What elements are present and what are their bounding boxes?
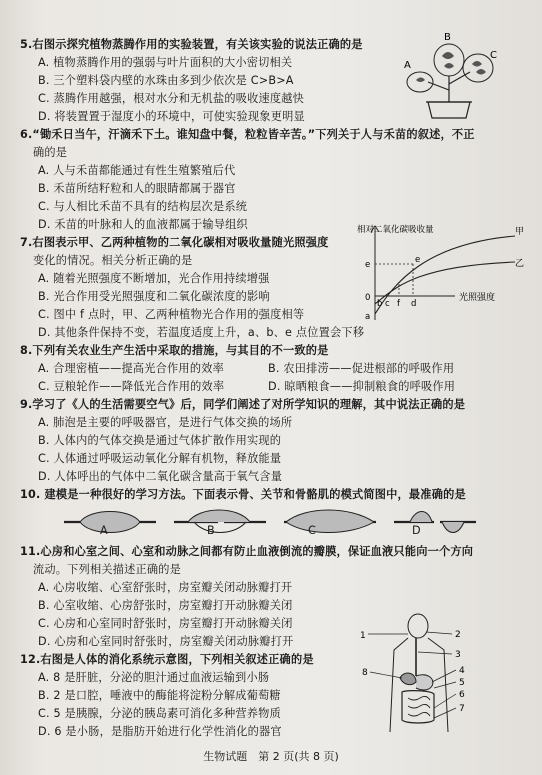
q8-option-a: A. 合理密植——提高光合作用的效率 bbox=[38, 362, 224, 375]
q6-option-d: D. 禾苗的叶脉和人的血液都属于输导组织 bbox=[38, 218, 248, 231]
q11-stem-line1: 11.心房和心室之间、心室和动脉之间都有防止血液倒流的瓣膜，保证血液只能向一个方向 bbox=[20, 545, 474, 558]
q7-option-a: A. 随着光照强度不断增加，光合作用持续增强 bbox=[38, 272, 270, 285]
digestive-label-4: 4 bbox=[459, 666, 465, 676]
q5-option-d: D. 将装置置于湿度小的环境中，可使实验现象更明显 bbox=[38, 110, 305, 123]
q10-label-b: B bbox=[207, 524, 215, 537]
chart-xlabel: 光照强度 bbox=[459, 293, 496, 303]
q7-option-d: D. 其他条件保持不变，若温度适度上升，a、b、e 点位置会下移 bbox=[38, 326, 365, 339]
series-jia-label: 甲 bbox=[515, 227, 525, 237]
digestive-label-6: 6 bbox=[459, 690, 465, 700]
q7-stem-line2: 变化的情况。相关分析正确的是 bbox=[33, 254, 193, 267]
q8-option-c: C. 豆粮轮作——降低光合作用的效率 bbox=[38, 380, 225, 393]
q12-option-d: D. 6 是小肠，是脂肪开始进行化学性消化的器官 bbox=[38, 725, 282, 738]
q6-option-b: B. 禾苗所结籽粒和人的眼睛都属于器官 bbox=[38, 182, 236, 195]
digestive-label-5: 5 bbox=[459, 678, 465, 688]
q11-option-b: B. 心室收缩、心房舒张时，房室瓣打开动脉瓣关闭 bbox=[38, 599, 293, 612]
chart-ylabel: 相对二氧化碳吸收量 bbox=[357, 225, 434, 235]
q5-option-c: C. 蒸腾作用越强，根对水分和无机盐的吸收速度越快 bbox=[38, 92, 305, 105]
q9-option-c: C. 人体通过呼吸运动氧化分解有机物，释放能量 bbox=[38, 452, 282, 465]
digestive-label-8: 8 bbox=[362, 668, 368, 678]
model-a bbox=[64, 512, 156, 533]
q9-option-a: A. 肺泡是主要的呼吸器官，是进行气体交换的场所 bbox=[38, 416, 293, 429]
point-c: c bbox=[385, 299, 390, 309]
q10-label-d: D bbox=[412, 524, 421, 537]
q9-option-b: B. 人体内的气体交换是通过气体扩散作用实现的 bbox=[38, 434, 282, 447]
q5-option-a: A. 植物蒸腾作用的强弱与叶片面积的大小密切相关 bbox=[38, 56, 293, 69]
q8-option-d: D. 晾晒粮食——抑制粮食的呼吸作用 bbox=[268, 380, 456, 393]
q6-option-c: C. 与人相比禾苗不具有的结构层次是系统 bbox=[38, 200, 248, 213]
point-f: f bbox=[397, 299, 400, 309]
q9-option-d: D. 人体呼出的气体中二氧化碳含量高于氧气含量 bbox=[38, 470, 283, 483]
co2-uptake-chart bbox=[355, 222, 530, 330]
q11-option-d: D. 心房和心室同时舒张时，房室瓣关闭动脉瓣打开 bbox=[38, 635, 294, 648]
series-yi-label: 乙 bbox=[515, 259, 525, 269]
model-d bbox=[394, 512, 476, 533]
q12-stem: 12.右图是人体的消化系统示意图，下列相关叙述正确的是 bbox=[20, 653, 314, 666]
q11-option-a: A. 心房收缩、心室舒张时，房室瓣关闭动脉瓣打开 bbox=[38, 581, 293, 594]
digestive-label-3: 3 bbox=[455, 650, 461, 660]
q6-option-a: A. 人与禾苗都能通过有性生殖繁殖后代 bbox=[38, 164, 236, 177]
chart-origin: 0 bbox=[365, 293, 371, 303]
q11-option-c: C. 心房和心室同时舒张时，房室瓣打开动脉瓣关闭 bbox=[38, 617, 293, 630]
q8-stem: 8.下列有关农业生产生活中采取的措施，与其目的不一致的是 bbox=[20, 344, 329, 357]
transpiration-plant-figure bbox=[398, 32, 498, 124]
q12-option-b: B. 2 是口腔，唾液中的酶能将淀粉分解成葡萄糖 bbox=[38, 689, 281, 702]
q7-option-b: B. 光合作用受光照强度和二氧化碳浓度的影响 bbox=[38, 290, 270, 303]
q7-option-c: C. 图中 f 点时，甲、乙两种植物光合作用的强度相等 bbox=[38, 308, 305, 321]
point-e: e bbox=[415, 255, 421, 265]
model-c bbox=[284, 510, 376, 533]
q5-stem: 5.右图示探究植物蒸腾作用的实验装置，有关该实验的说法正确的是 bbox=[20, 38, 363, 51]
q10-label-c: C bbox=[308, 524, 317, 537]
point-e-level: e bbox=[365, 260, 371, 270]
q6-stem-line1: 6.“锄禾日当午，汗滴禾下土。谁知盘中餐，粒粒皆辛苦。”下列关于人与禾苗的叙述，不正 bbox=[20, 128, 475, 141]
fig-label-a: A bbox=[404, 60, 411, 71]
q12-option-a: A. 8 是肝脏，分泌的胆汁通过血液运输到小肠 bbox=[38, 671, 270, 684]
digestive-label-7: 7 bbox=[459, 704, 465, 714]
q10-stem: 10. 建模是一种很好的学习方法。下面表示骨、关节和骨骼肌的模式简图中，最准确的是 bbox=[20, 488, 466, 501]
q10-label-a: A bbox=[100, 524, 108, 537]
digestive-label-1: 1 bbox=[360, 631, 366, 641]
q6-stem-line2: 确的是 bbox=[33, 146, 68, 159]
point-a: a bbox=[365, 312, 371, 322]
q7-stem-line1: 7.右图表示甲、乙两种植物的二氧化碳相对吸收量随光照强度 bbox=[20, 236, 329, 249]
point-b: b bbox=[377, 299, 383, 309]
fig-label-b: B bbox=[444, 32, 451, 43]
page-footer: 生物试题 第 2 页(共 8 页) bbox=[203, 750, 339, 763]
q5-option-b: B. 三个塑料袋内壁的水珠由多到少依次是 C>B>A bbox=[38, 74, 294, 87]
point-d: d bbox=[411, 299, 417, 309]
q11-stem-line2: 流动。下列相关描述正确的是 bbox=[33, 563, 182, 576]
model-b bbox=[174, 510, 266, 533]
digestive-system-figure bbox=[360, 612, 475, 738]
digestive-label-2: 2 bbox=[455, 630, 461, 640]
q12-option-c: C. 5 是胰腺，分泌的胰岛素可消化多种营养物质 bbox=[38, 707, 281, 720]
q8-option-b: B. 农田排涝——促进根部的呼吸作用 bbox=[268, 362, 455, 375]
fig-label-c: C bbox=[490, 50, 497, 61]
q9-stem: 9.学习了《人的生活需要空气》后，同学们阐述了对所学知识的理解，其中说法正确的是 bbox=[20, 398, 466, 411]
